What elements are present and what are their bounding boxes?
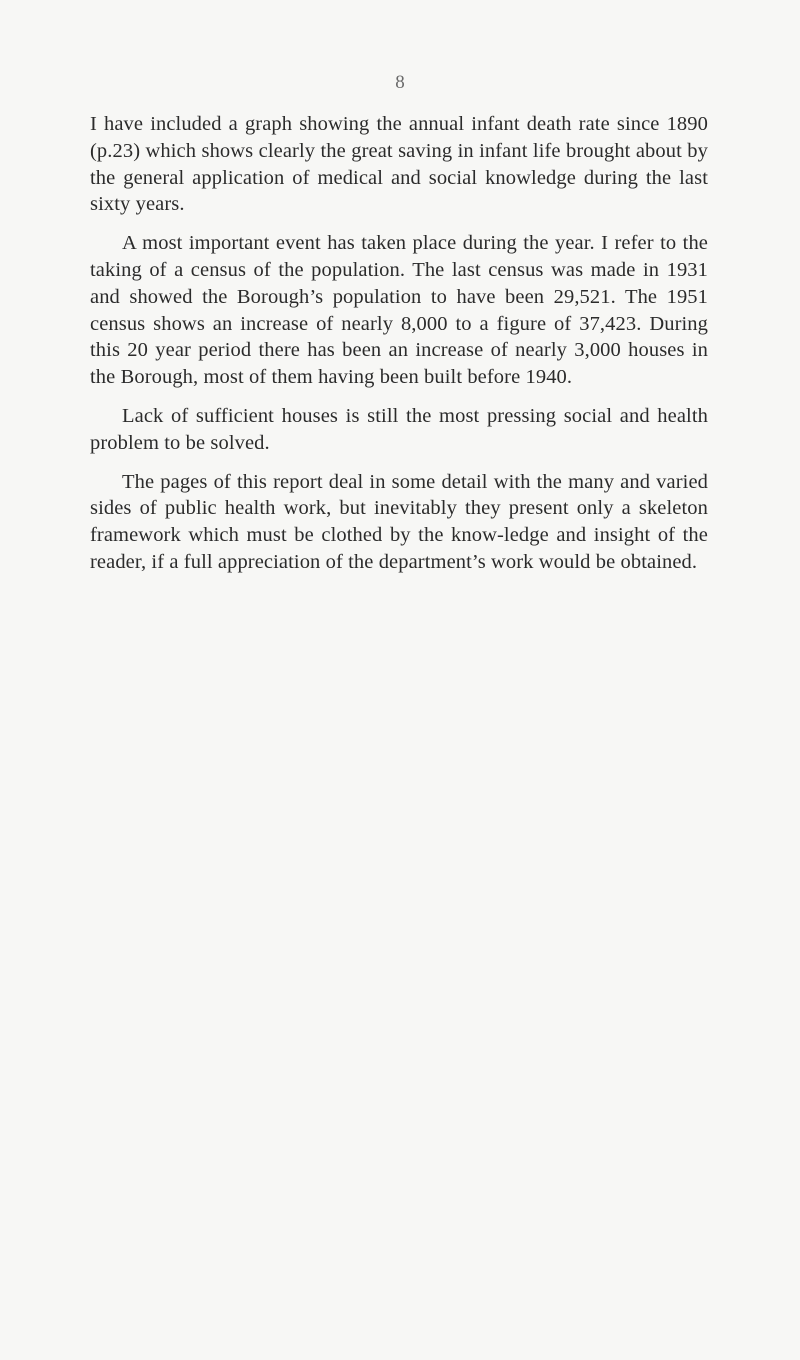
body-text — [90, 111, 708, 588]
paragraph-infant-death-rate: I have included a graph showing the annual infant death rate since 1890 (p.23) which shows clearly the great saving in infant life brought about by the general application of medical and social knowledge during the last sixty years. — [90, 113, 708, 216]
paragraph-housing-problem: Lack of sufficient houses is still the most pressing social and health problem to be solved. — [90, 404, 708, 454]
paragraph-census: A most important event has taken place during the year. I refer to the taking of a census of the population. The last census was made in 1931 and showed the Borough’s population to have been 29,521. The 1951 census shows an increase of nearly 8,000 to a figure of 37,423. During this 20 year period there has been an increase of nearly 3,000 houses in the Borough, most of them having been built before 1940. — [90, 232, 708, 389]
paragraph-report-scope: The pages of this report deal in some detail with the many and varied sides of public health work, but inevitably they present only a skeleton framework which must be clothed by the know-ledge and insight of the reader, if a full appreciation of the department’s work would be obtained. — [90, 470, 708, 573]
page-number: 8 — [395, 72, 405, 93]
